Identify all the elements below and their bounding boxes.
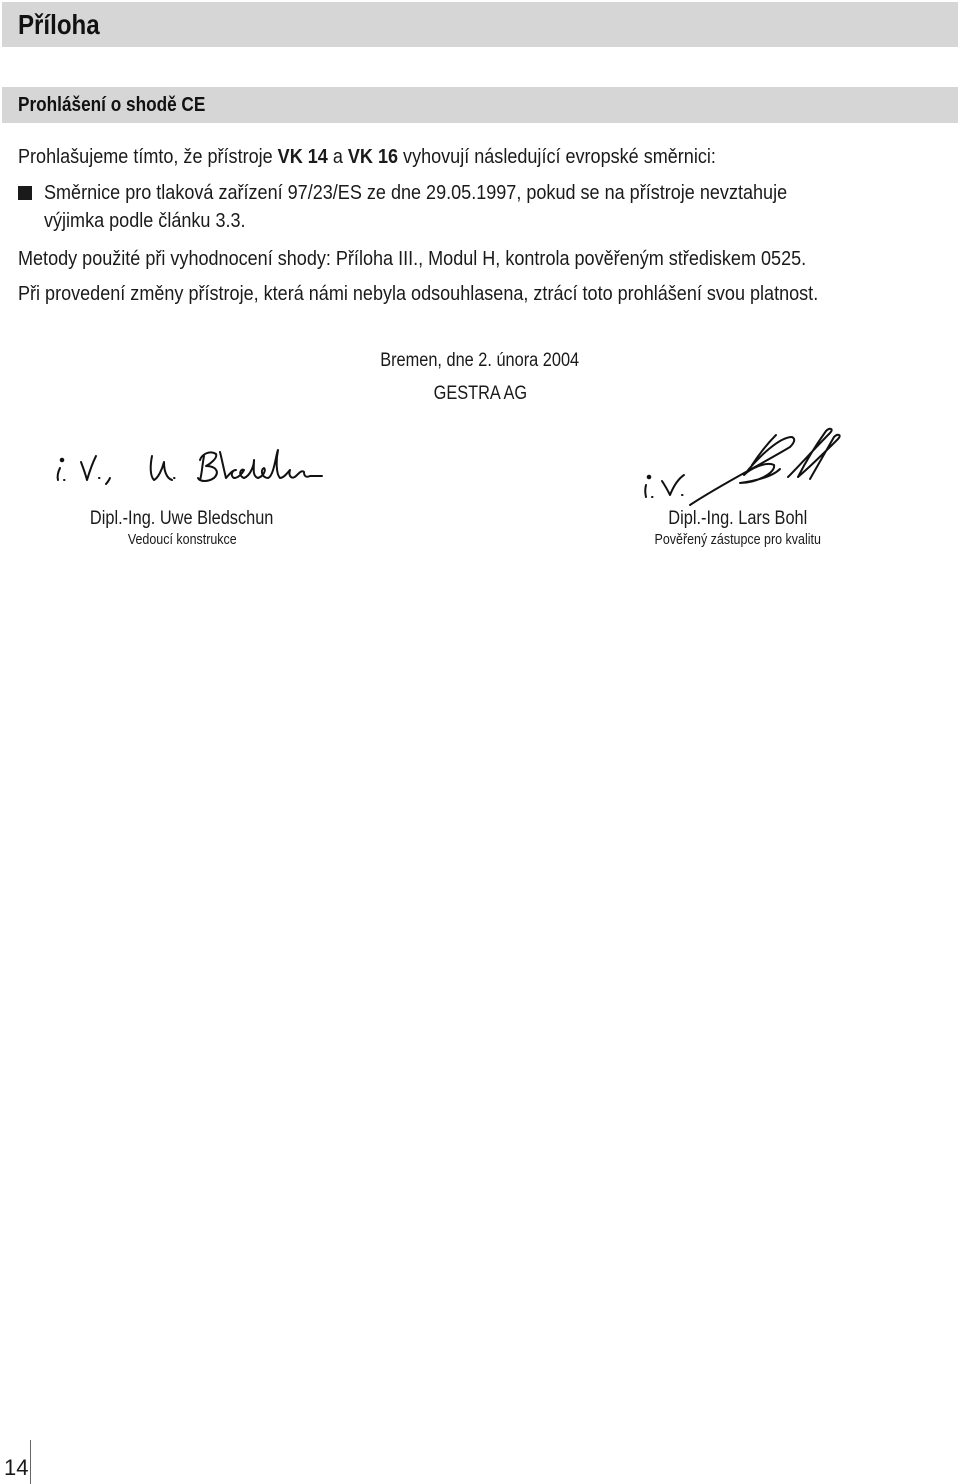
section-title: Prohlášení o shodě CE [18, 94, 206, 116]
page-number: 14 [4, 1455, 29, 1480]
model-vk14: VK 14 [277, 145, 328, 168]
section-header [2, 87, 958, 123]
methods-line: Metody použité při vyhodnocení shody: Příloha III., Modul H, kontrola pověřeným střediskem 0525. [18, 247, 807, 270]
validity-line: Při provedení změny přístroje, která námi nebyla odsouhlasena, ztrácí toto prohlášení svou platnost. [18, 282, 819, 305]
signatory-right-role: Pověřený zástupce pro kvalitu [654, 532, 822, 548]
intro-text-and: a [327, 145, 348, 168]
page-number-rule [30, 1440, 31, 1484]
place-date: Bremen, dne 2. února 2004 [380, 350, 580, 371]
model-vk16: VK 16 [347, 145, 399, 168]
signature-right-image [640, 425, 850, 510]
appendix-header [2, 2, 958, 47]
intro-text-end: vyhovují následující evropské směrnici: [398, 145, 716, 168]
intro-text-start: Prohlašujeme tímto, že přístroje [18, 145, 278, 168]
intro-line [18, 144, 811, 170]
signatory-right [578, 507, 898, 549]
square-bullet-icon [18, 186, 32, 200]
company-name: GESTRA AG [433, 383, 527, 404]
directive-line-2: výjimka podle článku 3.3. [44, 209, 246, 232]
directive-line-1: Směrnice pro tlaková zařízení 97/23/ES ze dne 29.05.1997, pokud se na přístroje nevztahuje [44, 181, 788, 204]
signature-left-image [50, 440, 330, 490]
signatory-left [22, 507, 342, 549]
page-title: Příloha [18, 9, 100, 40]
signatory-right-name: Dipl.-Ing. Lars Bohl [668, 508, 808, 529]
signatory-left-name: Dipl.-Ing. Uwe Bledschun [90, 508, 274, 529]
signatory-left-role: Vedoucí konstrukce [127, 532, 237, 548]
